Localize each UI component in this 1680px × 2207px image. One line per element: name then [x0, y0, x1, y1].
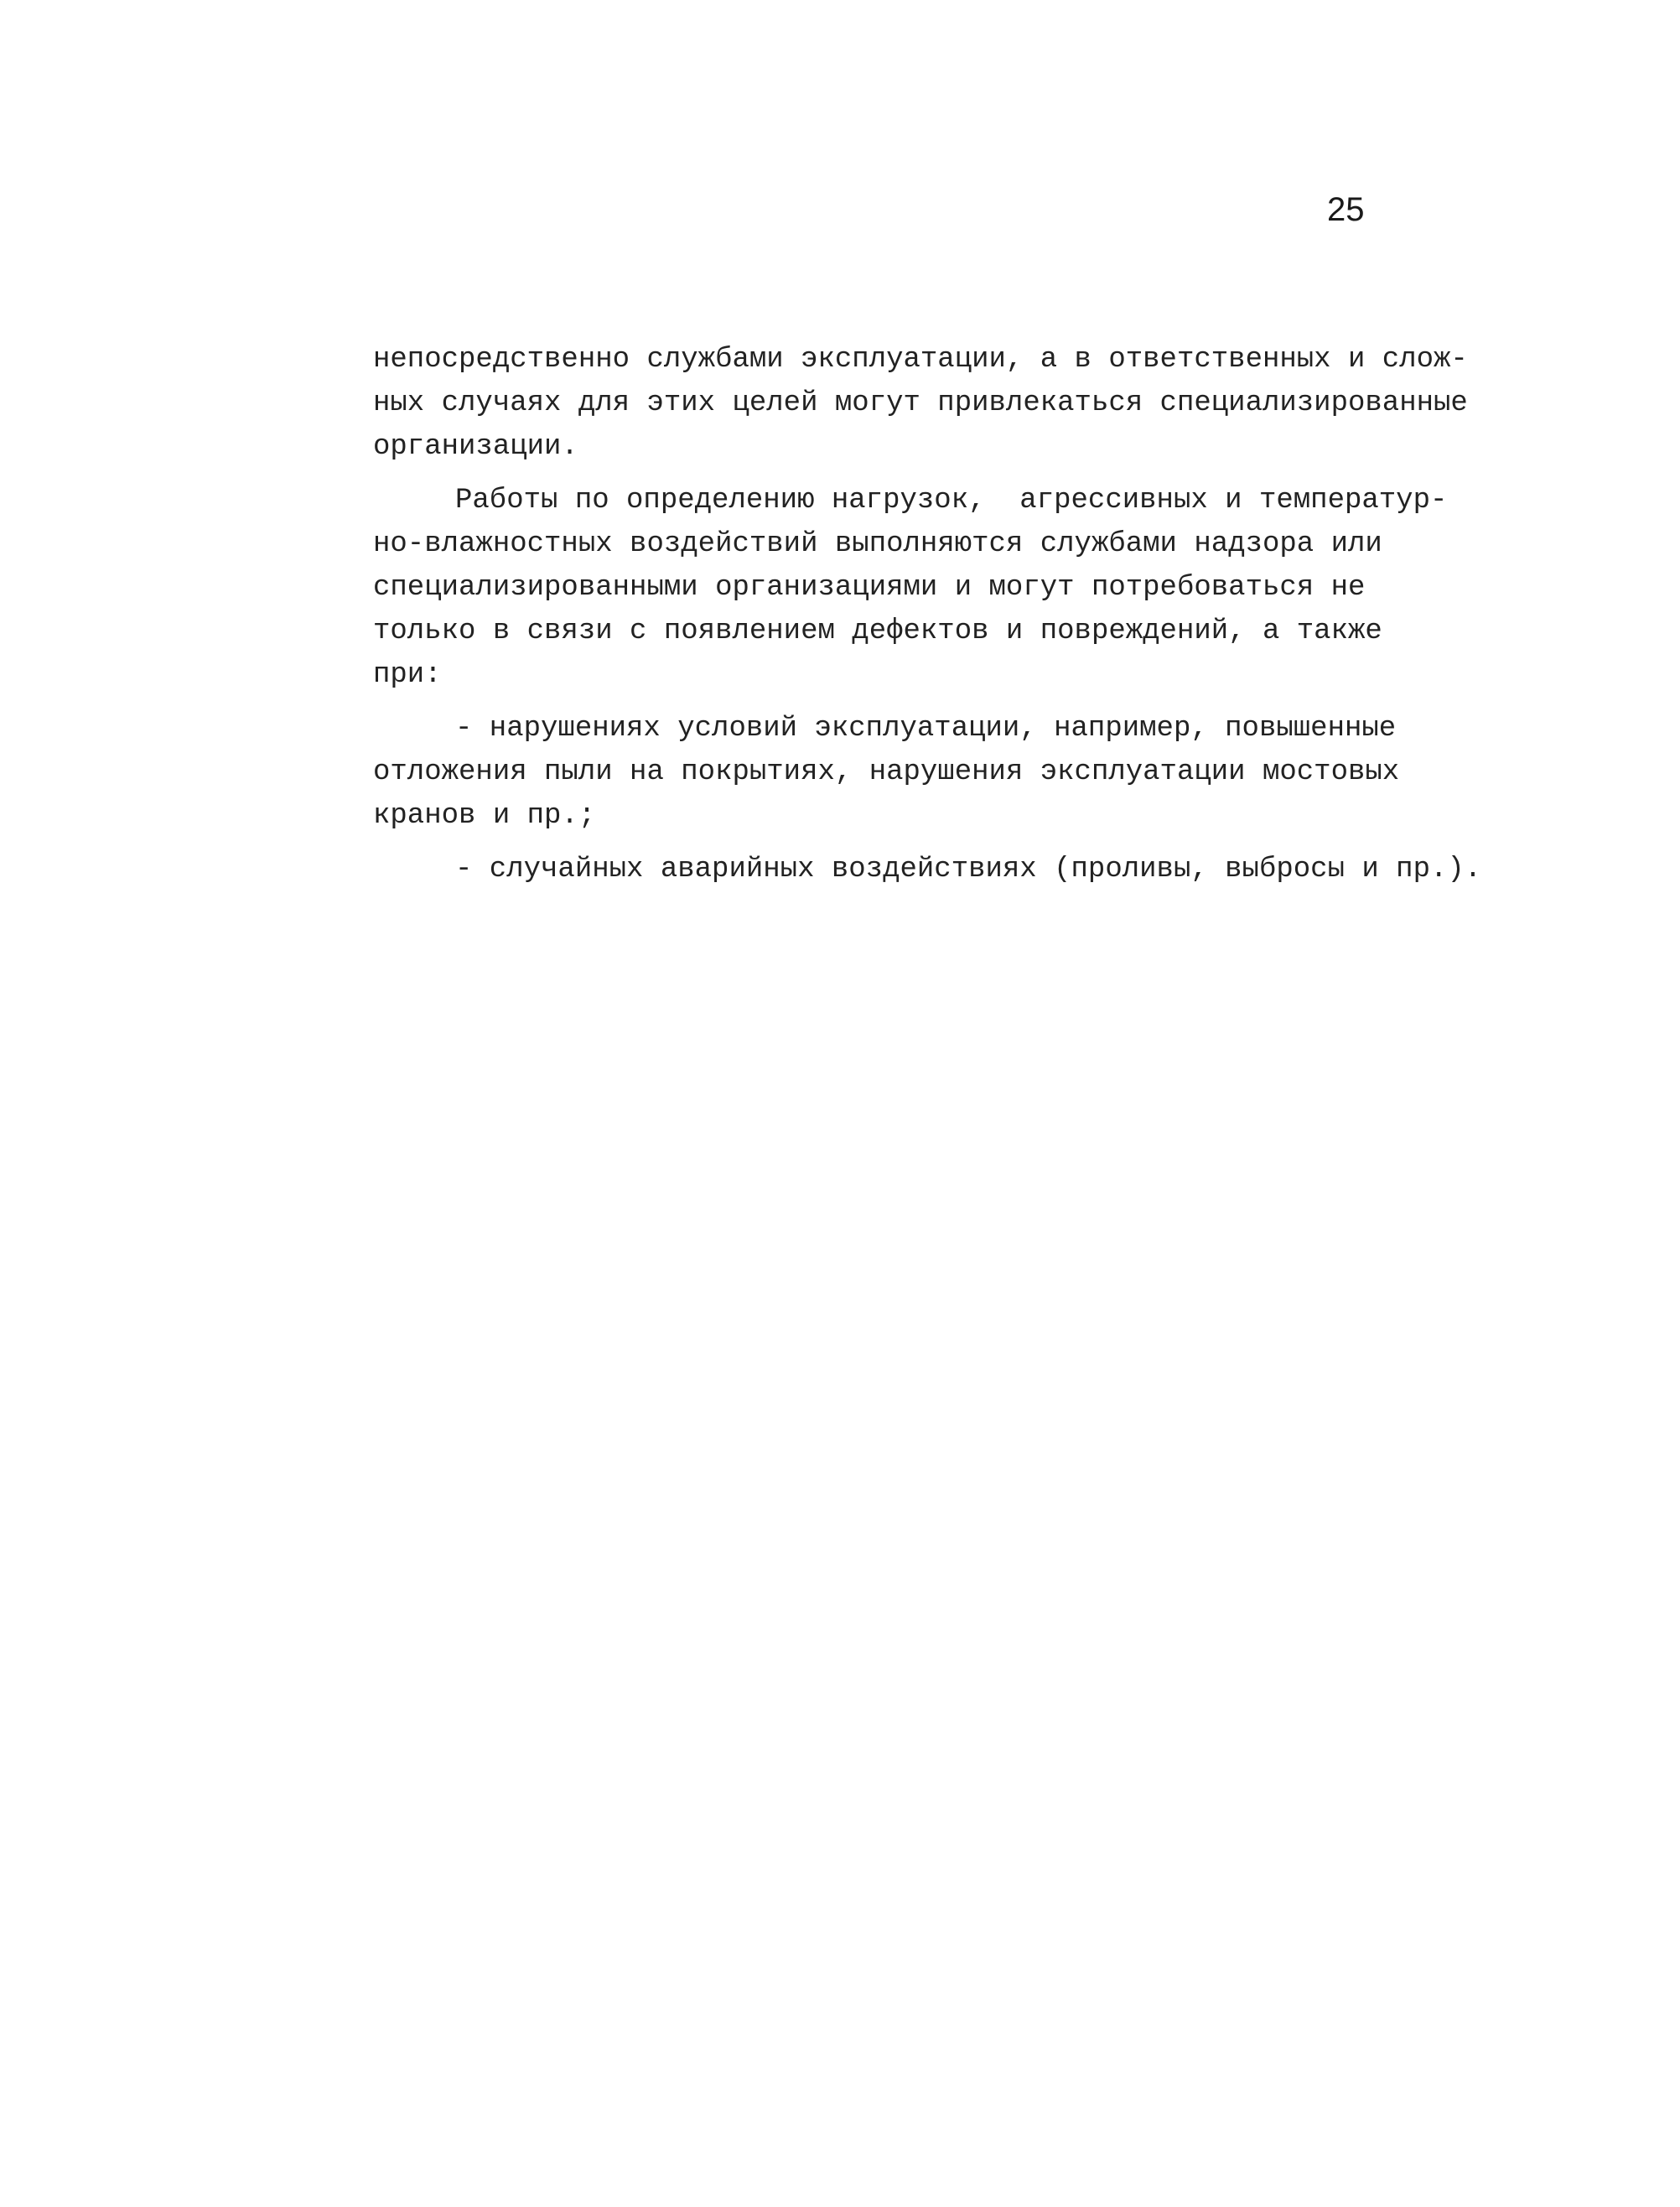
- paragraph: [373, 479, 1547, 697]
- text-line: специализированными организациями и могут потребоваться не: [373, 572, 1366, 604]
- text-line: только в связи с появлением дефектов и повреждений, а также: [373, 615, 1382, 647]
- page-number: 25: [1327, 191, 1365, 228]
- paragraph-spacer: [373, 469, 1547, 479]
- text-line: непосредственно службами эксплуатации, а в ответственных и слож-: [373, 344, 1468, 376]
- text-line: - нарушениях условий эксплуатации, например, повышенные: [455, 713, 1397, 745]
- document-body: [373, 338, 1547, 891]
- list-item: [373, 848, 1547, 891]
- text-line: организации.: [373, 431, 578, 463]
- text-line: кранов и пр.;: [373, 800, 596, 832]
- paragraph: [373, 338, 1547, 469]
- text-line: ных случаях для этих целей могут привлекаться специализированные: [373, 387, 1468, 419]
- text-line: отложения пыли на покрытиях, нарушения эксплуатации мостовых: [373, 756, 1400, 788]
- text-line: - случайных аварийных воздействиях (проливы, выбросы и пр.).: [455, 854, 1482, 885]
- text-line: при:: [373, 659, 442, 691]
- paragraph-spacer: [373, 838, 1547, 848]
- list-item: [373, 707, 1547, 838]
- text-line: Работы по определению нагрузок, агрессивных и температур-: [455, 485, 1448, 517]
- paragraph-spacer: [373, 697, 1547, 707]
- text-line: но-влажностных воздействий выполняются службами надзора или: [373, 528, 1382, 560]
